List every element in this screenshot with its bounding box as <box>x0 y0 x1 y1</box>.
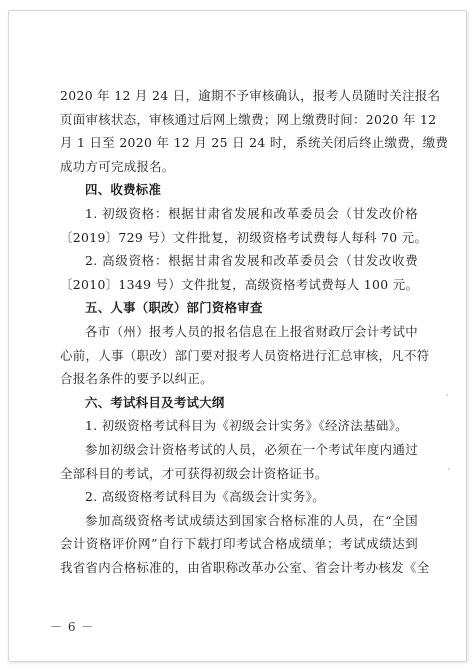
text-line: 2020 年 12 月 24 日，逾期不予审核确认，报考人员随时关注报名 <box>60 88 441 103</box>
scan-speck <box>448 468 450 470</box>
text-line: 〔2019〕729 号）文件批复，初级资格考试费每人每科 70 元。 <box>60 229 428 245</box>
text-line: 2. 高级资格：根据甘肃省发展和改革委员会（甘发改收费 <box>85 253 418 269</box>
section-heading: 六、考试科目及考试大纲 <box>85 394 225 410</box>
page-number: － 6 － <box>50 620 95 634</box>
text-line: 我省省内合格标准的，由省职称改革办公室、省会计考办核发《全 <box>60 559 430 575</box>
text-line: 1. 初级资格考试科目为《初级会计实务》《经济法基础》。 <box>85 418 408 434</box>
text-line: 心前，人事（职改）部门要对报考人员资格进行汇总审核，凡不符 <box>60 347 430 363</box>
document-body <box>60 84 449 579</box>
section-heading: 五、人事（职改）部门资格审查 <box>85 300 263 316</box>
text-line: 月 1 日至 2020 年 12 月 25 日 24 时，系统关闭后终止缴费，缴费 <box>60 135 449 151</box>
text-line: 2. 高级资格考试科目为《高级会计实务》。 <box>85 489 325 505</box>
text-line: 各市（州）报考人员的报名信息在上报省财政厅会计考试中 <box>85 323 418 339</box>
text-line: 〔2010〕1349 号）文件批复，高级资格考试费每人 100 元。 <box>60 276 419 292</box>
scan-speck <box>446 394 448 396</box>
text-line: 页面审核状态，审核通过后网上缴费；网上缴费时间：2020 年 12 <box>60 111 437 127</box>
text-line: 参加初级会计资格考试的人员，必须在一个考试年度内通过 <box>85 441 418 457</box>
text-line: 全部科目的考试，才可获得初级会计资格证书。 <box>60 465 328 481</box>
text-line: 会计资格评价网”自行下载打印考试合格成绩单；考试成绩达到 <box>60 536 418 552</box>
text-line: 合报名条件的要予以纠正。 <box>60 371 213 387</box>
section-heading: 四、收费标准 <box>85 182 162 198</box>
text-line: 1. 初级资格：根据甘肃省发展和改革委员会（甘发改价格 <box>85 205 418 221</box>
text-line: 参加高级资格考试成绩达到国家合格标准的人员，在“全国 <box>85 512 418 528</box>
text-line: 成功方可完成报名。 <box>60 158 175 174</box>
